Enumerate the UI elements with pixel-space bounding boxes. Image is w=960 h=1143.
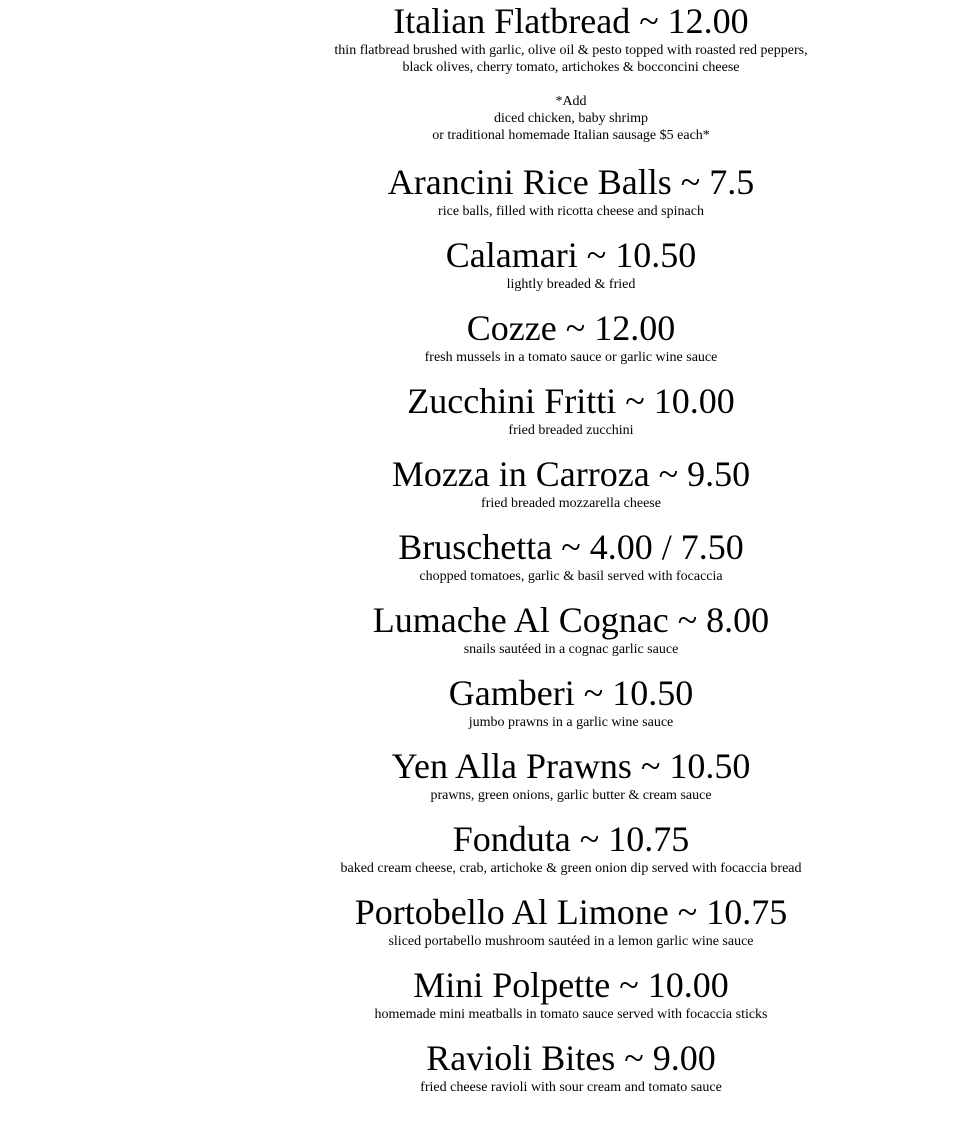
menu-item-cozze (331, 307, 811, 366)
menu-item-title: Portobello Al Limone ~ 10.75 (354, 892, 788, 932)
menu-item-description: prawns, green onions, garlic butter & cream sauce (430, 788, 712, 803)
menu-item-arancini (331, 161, 811, 220)
menu-item-description: jumbo prawns in a garlic wine sauce (468, 715, 674, 730)
menu-item-portobello-al-limone (331, 891, 811, 950)
menu-list (331, 0, 811, 1110)
menu-item-description: lightly breaded & fried (506, 277, 636, 292)
menu-item-description: rice balls, filled with ricotta cheese and spinach (438, 204, 704, 219)
menu-item-title: Arancini Rice Balls ~ 7.5 (387, 162, 755, 202)
menu-item-title: Zucchini Fritti ~ 10.00 (407, 381, 735, 421)
menu-item-description: fried breaded mozzarella cheese (481, 496, 661, 511)
menu-item-title: Cozze ~ 12.00 (466, 308, 676, 348)
menu-item-description: thin flatbread brushed with garlic, olive oil & pesto topped with roasted red peppers, black olives, cherry tomato, artichokes & bocconcini cheese (334, 43, 808, 75)
addon-line: or traditional homemade Italian sausage $5 each* (432, 128, 710, 143)
menu-item-gamberi (331, 672, 811, 731)
menu-item-title: Ravioli Bites ~ 9.00 (426, 1038, 716, 1078)
menu-item-yen-alla-prawns (331, 745, 811, 804)
menu-item-italian-flatbread (331, 0, 811, 144)
menu-item-title: Yen Alla Prawns ~ 10.50 (391, 746, 751, 786)
addon-line: *Add (555, 94, 587, 109)
menu-item-mini-polpette (331, 964, 811, 1023)
menu-item-title: Calamari ~ 10.50 (445, 235, 697, 275)
menu-item-addon (331, 93, 811, 144)
menu-item-description: snails sautéed in a cognac garlic sauce (463, 642, 679, 657)
menu-item-title: Lumache Al Cognac ~ 8.00 (372, 600, 770, 640)
menu-item-description: homemade mini meatballs in tomato sauce served with focaccia sticks (374, 1007, 768, 1022)
menu-item-ravioli-bites (331, 1037, 811, 1096)
menu-item-calamari (331, 234, 811, 293)
menu-item-mozza-in-carroza (331, 453, 811, 512)
menu-item-title: Gamberi ~ 10.50 (448, 673, 694, 713)
menu-item-bruschetta (331, 526, 811, 585)
menu-item-description: fried cheese ravioli with sour cream and tomato sauce (420, 1080, 722, 1095)
addon-line: diced chicken, baby shrimp (494, 111, 648, 126)
menu-item-title: Mini Polpette ~ 10.00 (413, 965, 729, 1005)
menu-item-description: sliced portabello mushroom sautéed in a lemon garlic wine sauce (388, 934, 754, 949)
menu-item-title: Fonduta ~ 10.75 (452, 819, 690, 859)
menu-item-lumache-al-cognac (331, 599, 811, 658)
menu-item-description: baked cream cheese, crab, artichoke & green onion dip served with focaccia bread (340, 861, 802, 876)
menu-item-fonduta (331, 818, 811, 877)
menu-item-description: chopped tomatoes, garlic & basil served with focaccia (419, 569, 723, 584)
menu-item-title: Mozza in Carroza ~ 9.50 (391, 454, 751, 494)
menu-item-description: fried breaded zucchini (508, 423, 634, 438)
menu-item-zucchini-fritti (331, 380, 811, 439)
menu-item-description: fresh mussels in a tomato sauce or garlic wine sauce (424, 350, 718, 365)
menu-item-title: Italian Flatbread ~ 12.00 (393, 1, 749, 41)
menu-item-title: Bruschetta ~ 4.00 / 7.50 (398, 527, 744, 567)
